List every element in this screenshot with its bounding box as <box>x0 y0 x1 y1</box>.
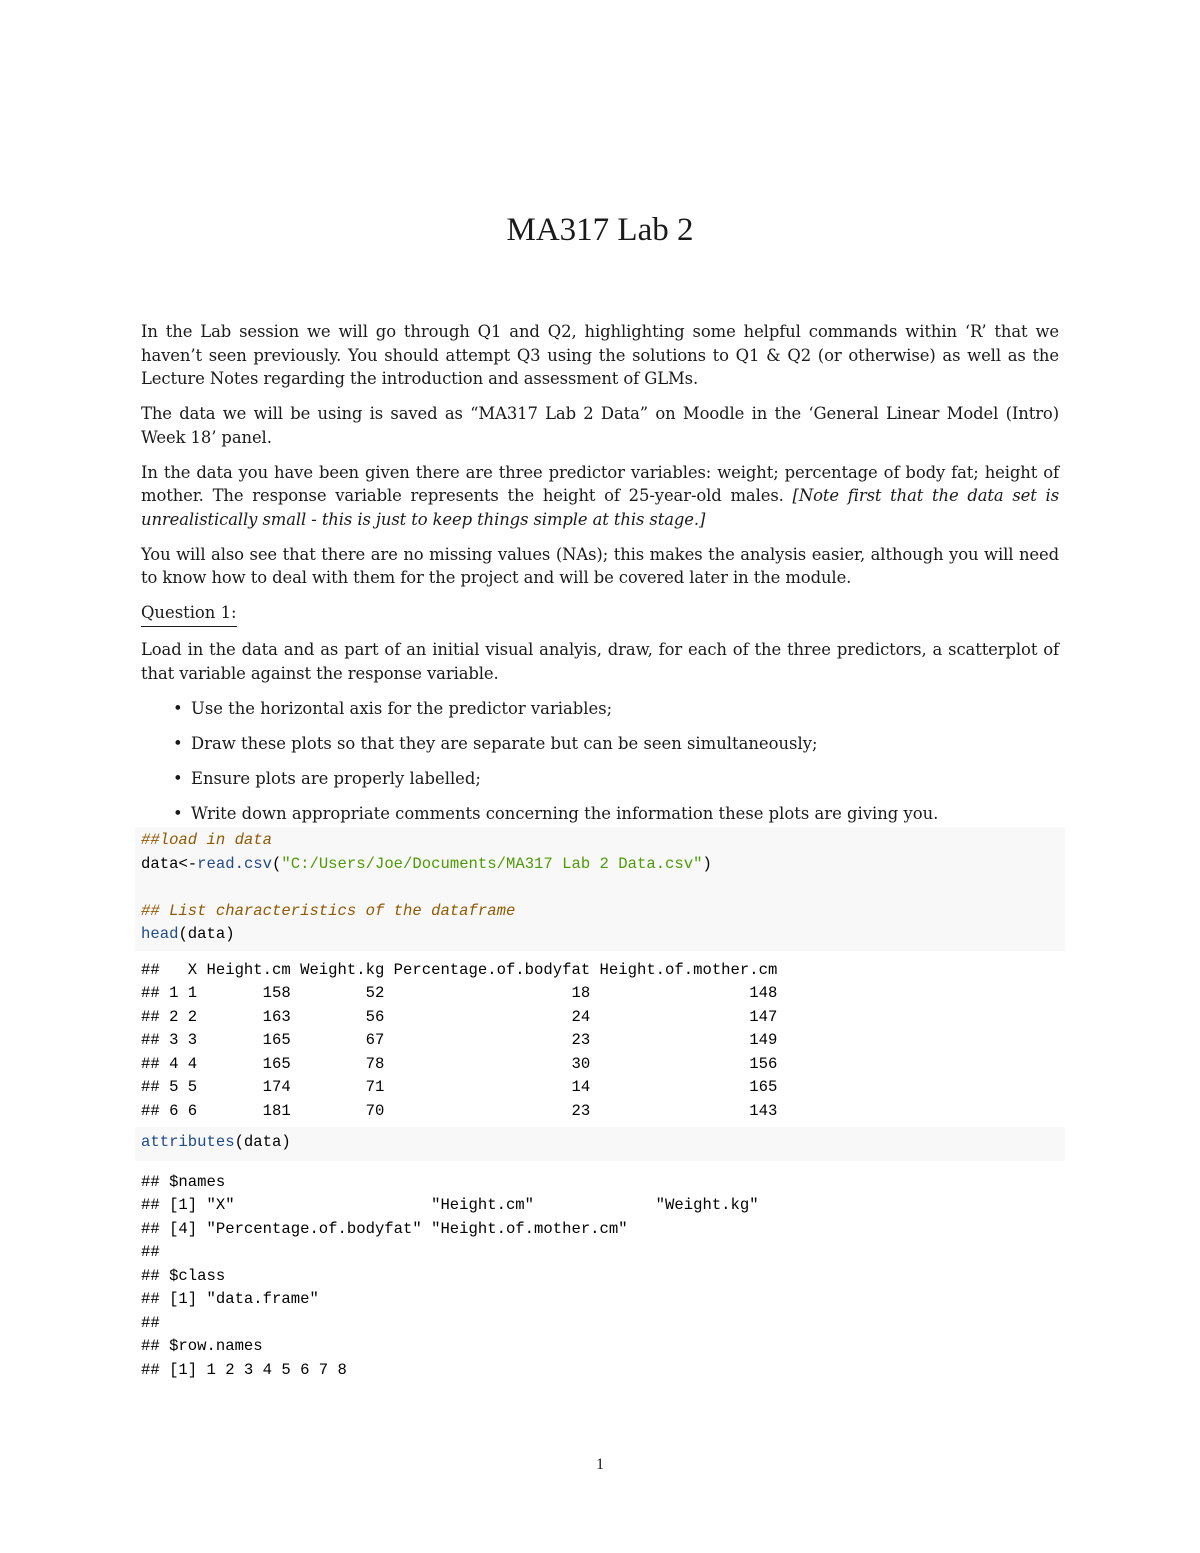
document-title: MA317 Lab 2 <box>506 212 694 248</box>
bullet-icon: • <box>173 698 183 718</box>
bullet-text: Draw these plots so that they are separate but can be seen simultaneously; <box>191 733 818 753</box>
spacer <box>141 1161 1059 1171</box>
code-args: (data) <box>234 1133 291 1151</box>
output-line: ## 4 4 165 78 30 156 <box>141 1054 778 1073</box>
question-1-heading: Question 1: <box>141 601 237 627</box>
variables-text: In the data you have been given there are three predictor variables: weight; percentage of body fat; height of mother. The response variable represents the height of 25-year-old males. <box>141 462 1059 505</box>
code-function: attributes <box>141 1133 235 1151</box>
code-line <box>141 1131 1059 1155</box>
question-1-text: Load in the data and as part of an initial visual analyis, draw, for each of the three predictors, a scatterplot of that variable against the response variable. <box>141 640 1059 683</box>
output-line: ## 3 3 165 67 23 149 <box>141 1031 778 1049</box>
output-line: ## [1] "data.frame" <box>141 1290 319 1308</box>
variables-note: [Note first that the data set is unrealistically small - this is just to keep things simple at this stage.] <box>141 486 1060 529</box>
code-string: "C:/Users/Joe/Documents/MA317 Lab 2 Data.csv" <box>281 854 703 873</box>
variables-paragraph <box>141 461 1059 532</box>
output-line: ## 6 6 181 70 23 143 <box>141 1101 778 1120</box>
bullet-item <box>141 767 1059 791</box>
bullet-text: Ensure plots are properly labelled; <box>191 768 481 788</box>
code-paren: ( <box>272 854 282 873</box>
output-line: ## <box>141 1243 160 1261</box>
code-comment: ## List characteristics of the dataframe <box>141 901 516 920</box>
output-line: ## [4] "Percentage.of.bodyfat" "Height.of.mother.cm" <box>141 1219 628 1238</box>
code-line <box>141 923 1059 947</box>
output-line: ## $class <box>141 1266 226 1285</box>
missing-values-paragraph: You will also see that there are no missing values (NAs); this makes the analysis easier, although you will need to know how to deal with them for the project and will be covered later in the module. <box>141 544 1059 587</box>
output-line: ## 5 5 174 71 14 165 <box>141 1078 778 1096</box>
intro-paragraph: In the Lab session we will go through Q1 and Q2, highlighting some helpful commands within ‘R’ that we haven’t seen previously. You should attempt Q3 using the solutions to Q1 & Q2 (or otherwise) as well as the Lecture Notes regarding the introduction and assessment of GLMs. <box>141 322 1059 388</box>
bullet-item <box>141 732 1059 756</box>
code-blank-line <box>141 876 1059 900</box>
code-line <box>141 900 1059 924</box>
code-line <box>141 853 1059 877</box>
bullet-icon: • <box>173 768 183 788</box>
code-paren: ) <box>702 854 712 873</box>
spacer <box>141 951 1059 959</box>
output-line: ## [1] "X" "Height.cm" "Weight.kg" <box>141 1196 759 1214</box>
code-block-load-data <box>135 827 1065 951</box>
data-location-paragraph: The data we will be using is saved as “MA317 Lab 2 Data” on Moodle in the ‘General Linear Model (Intro) Week 18’ panel. <box>141 404 1059 447</box>
code-variable: data <box>141 854 179 873</box>
output-line: ## <box>141 1313 160 1332</box>
code-function: read.csv <box>197 854 273 873</box>
output-line: ## 1 1 158 52 18 148 <box>141 984 778 1002</box>
page-number: 1 <box>596 1456 604 1473</box>
document-body <box>141 320 1059 1382</box>
output-line: ## [1] 1 2 3 4 5 6 7 8 <box>141 1360 347 1379</box>
code-block-attributes <box>135 1127 1065 1161</box>
code-function: head <box>141 925 179 943</box>
bullet-text: Write down appropriate comments concerning the information these plots are giving you. <box>191 803 939 823</box>
bullet-item <box>141 697 1059 721</box>
bullet-icon: • <box>173 803 183 823</box>
output-line: ## $row.names <box>141 1337 263 1355</box>
code-comment: ##load in data <box>141 831 273 849</box>
attributes-output <box>141 1171 1059 1383</box>
bullet-icon: • <box>173 733 183 753</box>
output-line: ## X Height.cm Weight.kg Percentage.of.bodyfat Height.of.mother.cm <box>141 960 778 979</box>
question-1-bullets <box>141 697 1059 826</box>
head-output <box>141 959 1059 1124</box>
code-line <box>141 829 1059 853</box>
bullet-text: Use the horizontal axis for the predictor variables; <box>191 698 613 718</box>
bullet-item <box>141 802 1059 826</box>
code-args: (data) <box>178 925 235 943</box>
code-operator: <- <box>178 854 198 873</box>
output-line: ## $names <box>141 1172 226 1191</box>
output-line: ## 2 2 163 56 24 147 <box>141 1007 778 1026</box>
